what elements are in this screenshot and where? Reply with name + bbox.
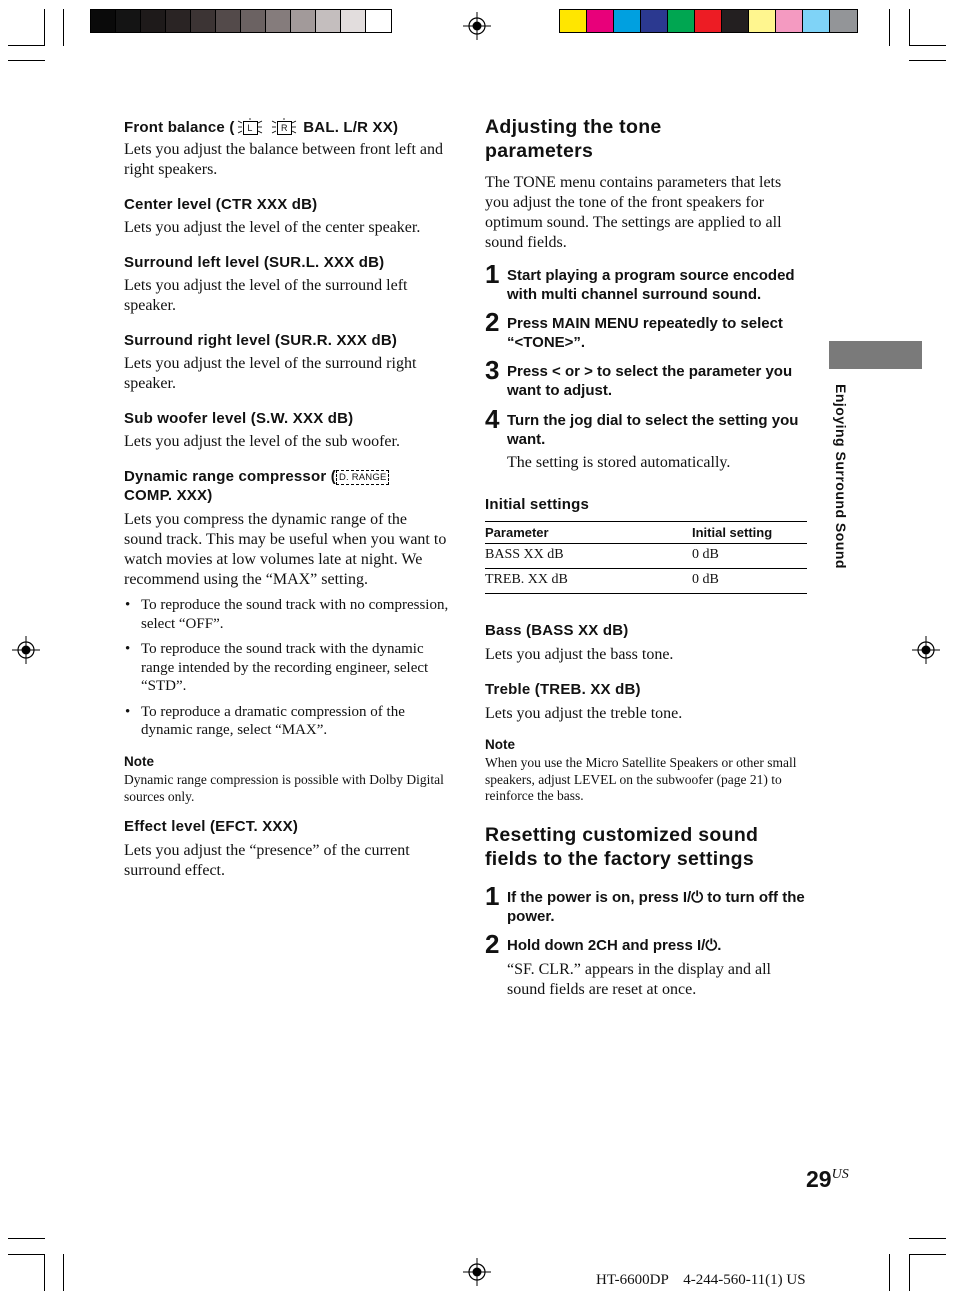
step-note: “SF. CLR.” appears in the display and all sound fields are reset at once. bbox=[507, 960, 771, 998]
bass-heading: Bass (BASS XX dB) bbox=[485, 622, 629, 639]
section-tab bbox=[829, 341, 922, 369]
step-item bbox=[485, 880, 807, 926]
center-level-body: Lets you adjust the level of the center speaker. bbox=[124, 219, 421, 236]
heading-text: Dynamic range compressor ( bbox=[124, 468, 336, 485]
registration-mark-icon bbox=[12, 636, 40, 664]
sub-woofer-heading: Sub woofer level (S.W. XXX dB) bbox=[124, 410, 354, 427]
sub-woofer-body: Lets you adjust the level of the sub woofer. bbox=[124, 433, 400, 450]
front-balance-body: Lets you adjust the balance between front left and right speakers. bbox=[124, 141, 443, 178]
page-number bbox=[806, 1166, 849, 1193]
list-item: • To reproduce the sound track with the dynamic range intended by the recording engineer, select “STD”. bbox=[124, 640, 449, 696]
table-cell: 0 dB bbox=[692, 544, 807, 569]
step-text: Hold down 2CH and press I/⏻. bbox=[507, 936, 722, 954]
drc-heading bbox=[124, 467, 449, 505]
note-text: When you use the Micro Satellite Speakers or other small speakers, adjust LEVEL on the subwoofer (page 21) to reinforce the bass. bbox=[485, 755, 797, 803]
note-text: Dynamic range compression is possible with Dolby Digital sources only. bbox=[124, 771, 444, 804]
heading-text: Front balance ( bbox=[124, 119, 235, 136]
table-row bbox=[485, 569, 807, 594]
color-swatch bbox=[141, 10, 166, 32]
step-number: 4 bbox=[485, 404, 500, 434]
step-text: Press < or > to select the parameter you want to adjust. bbox=[507, 363, 793, 399]
step-note: The setting is stored automatically. bbox=[507, 454, 731, 471]
tone-section-title: Adjusting the tone parameters bbox=[485, 116, 662, 162]
surround-right-heading: Surround right level (SUR.R. XXX dB) bbox=[124, 332, 398, 349]
color-swatch bbox=[266, 10, 291, 32]
step-number: 2 bbox=[485, 307, 500, 337]
color-swatch bbox=[776, 10, 803, 32]
table-header-row bbox=[485, 522, 807, 544]
initial-settings-title: Initial settings bbox=[485, 496, 590, 513]
footer-code: HT-6600DP 4-244-560-11(1) US bbox=[596, 1272, 806, 1288]
table-cell: TREB. XX dB bbox=[485, 569, 692, 594]
note-label: Note bbox=[124, 753, 154, 769]
color-swatch bbox=[614, 10, 641, 32]
color-swatch bbox=[241, 10, 266, 32]
color-swatch bbox=[366, 10, 391, 32]
reset-steps bbox=[485, 880, 807, 1000]
table-cell: BASS XX dB bbox=[485, 544, 692, 569]
step-item bbox=[485, 307, 807, 352]
list-item: • To reproduce the sound track with no compression, select “OFF”. bbox=[124, 596, 449, 633]
reset-section-title: Resetting customized sound fields to the factory settings bbox=[485, 823, 759, 870]
registration-mark-icon bbox=[463, 1258, 491, 1286]
step-item bbox=[485, 355, 807, 400]
d-range-icon: D. RANGE bbox=[336, 470, 390, 485]
registration-mark-icon bbox=[463, 12, 491, 40]
step-text: Start playing a program source encoded with multi channel surround sound. bbox=[507, 267, 795, 303]
tone-intro: The TONE menu contains parameters that lets you adjust the tone of the front speakers for optimum sound. The settings are applied to all sound fields. bbox=[485, 174, 782, 251]
left-speaker-label: L bbox=[243, 121, 258, 135]
color-swatch bbox=[749, 10, 776, 32]
surround-left-body: Lets you adjust the level of the surround left speaker. bbox=[124, 277, 408, 314]
right-column bbox=[485, 115, 807, 1000]
side-label-text: Enjoying Surround Sound bbox=[833, 384, 849, 569]
step-item bbox=[485, 928, 807, 959]
color-swatch bbox=[91, 10, 116, 32]
registration-mark-icon bbox=[912, 636, 940, 664]
initial-settings-table bbox=[485, 521, 807, 594]
step-number: 1 bbox=[485, 880, 500, 911]
color-swatch bbox=[166, 10, 191, 32]
column-header: Initial setting bbox=[692, 522, 807, 544]
color-swatch bbox=[803, 10, 830, 32]
center-level-heading: Center level (CTR XXX dB) bbox=[124, 196, 318, 213]
color-swatch bbox=[216, 10, 241, 32]
heading-text: BAL. L/R XX) bbox=[303, 119, 399, 136]
color-swatch bbox=[587, 10, 614, 32]
surround-right-body: Lets you adjust the level of the surround right speaker. bbox=[124, 355, 417, 392]
heading-text: COMP. XXX) bbox=[124, 487, 213, 504]
list-item: • To reproduce a dramatic compression of the dynamic range, select “MAX”. bbox=[124, 703, 449, 740]
surround-left-heading: Surround left level (SUR.L. XXX dB) bbox=[124, 254, 385, 271]
left-speaker-icon bbox=[237, 118, 263, 136]
step-number: 2 bbox=[485, 928, 500, 959]
page-number-suffix: US bbox=[831, 1167, 849, 1182]
step-text: Turn the jog dial to select the setting you want. bbox=[507, 412, 799, 448]
section-side-label bbox=[829, 384, 849, 624]
grayscale-bar bbox=[90, 9, 392, 33]
color-swatch bbox=[341, 10, 366, 32]
color-swatch bbox=[116, 10, 141, 32]
bass-body: Lets you adjust the bass tone. bbox=[485, 646, 674, 663]
effect-level-heading: Effect level (EFCT. XXX) bbox=[124, 817, 299, 835]
step-item bbox=[485, 259, 807, 304]
step-text: If the power is on, press I/⏻ to turn off the power. bbox=[507, 888, 805, 925]
color-swatch bbox=[316, 10, 341, 32]
color-swatch bbox=[695, 10, 722, 32]
left-column bbox=[124, 118, 449, 881]
page-number-value: 29 bbox=[806, 1166, 832, 1192]
drc-bullets bbox=[124, 596, 449, 740]
right-speaker-label: R bbox=[277, 121, 292, 135]
step-number: 1 bbox=[485, 259, 500, 289]
color-swatch bbox=[191, 10, 216, 32]
front-balance-heading bbox=[124, 118, 449, 137]
color-swatch bbox=[560, 10, 587, 32]
color-bar bbox=[559, 9, 858, 33]
color-swatch bbox=[291, 10, 316, 32]
right-speaker-icon bbox=[271, 118, 297, 136]
column-header: Parameter bbox=[485, 522, 692, 544]
color-swatch bbox=[668, 10, 695, 32]
effect-level-body: Lets you adjust the “presence” of the current surround effect. bbox=[124, 841, 410, 879]
color-swatch bbox=[722, 10, 749, 32]
table-cell: 0 dB bbox=[692, 569, 807, 594]
note-label: Note bbox=[485, 737, 515, 752]
color-swatch bbox=[830, 10, 857, 32]
tone-steps bbox=[485, 259, 807, 473]
step-item bbox=[485, 404, 807, 449]
table-row bbox=[485, 544, 807, 569]
step-text: Press MAIN MENU repeatedly to select “<TONE>”. bbox=[507, 315, 783, 351]
color-swatch bbox=[641, 10, 668, 32]
step-number: 3 bbox=[485, 355, 500, 385]
drc-body: Lets you compress the dynamic range of the sound track. This may be useful when you want to watch movies at low volumes late at night. We recommend using the “MAX” setting. bbox=[124, 511, 447, 588]
treble-body: Lets you adjust the treble tone. bbox=[485, 705, 683, 722]
treble-heading: Treble (TREB. XX dB) bbox=[485, 681, 641, 698]
